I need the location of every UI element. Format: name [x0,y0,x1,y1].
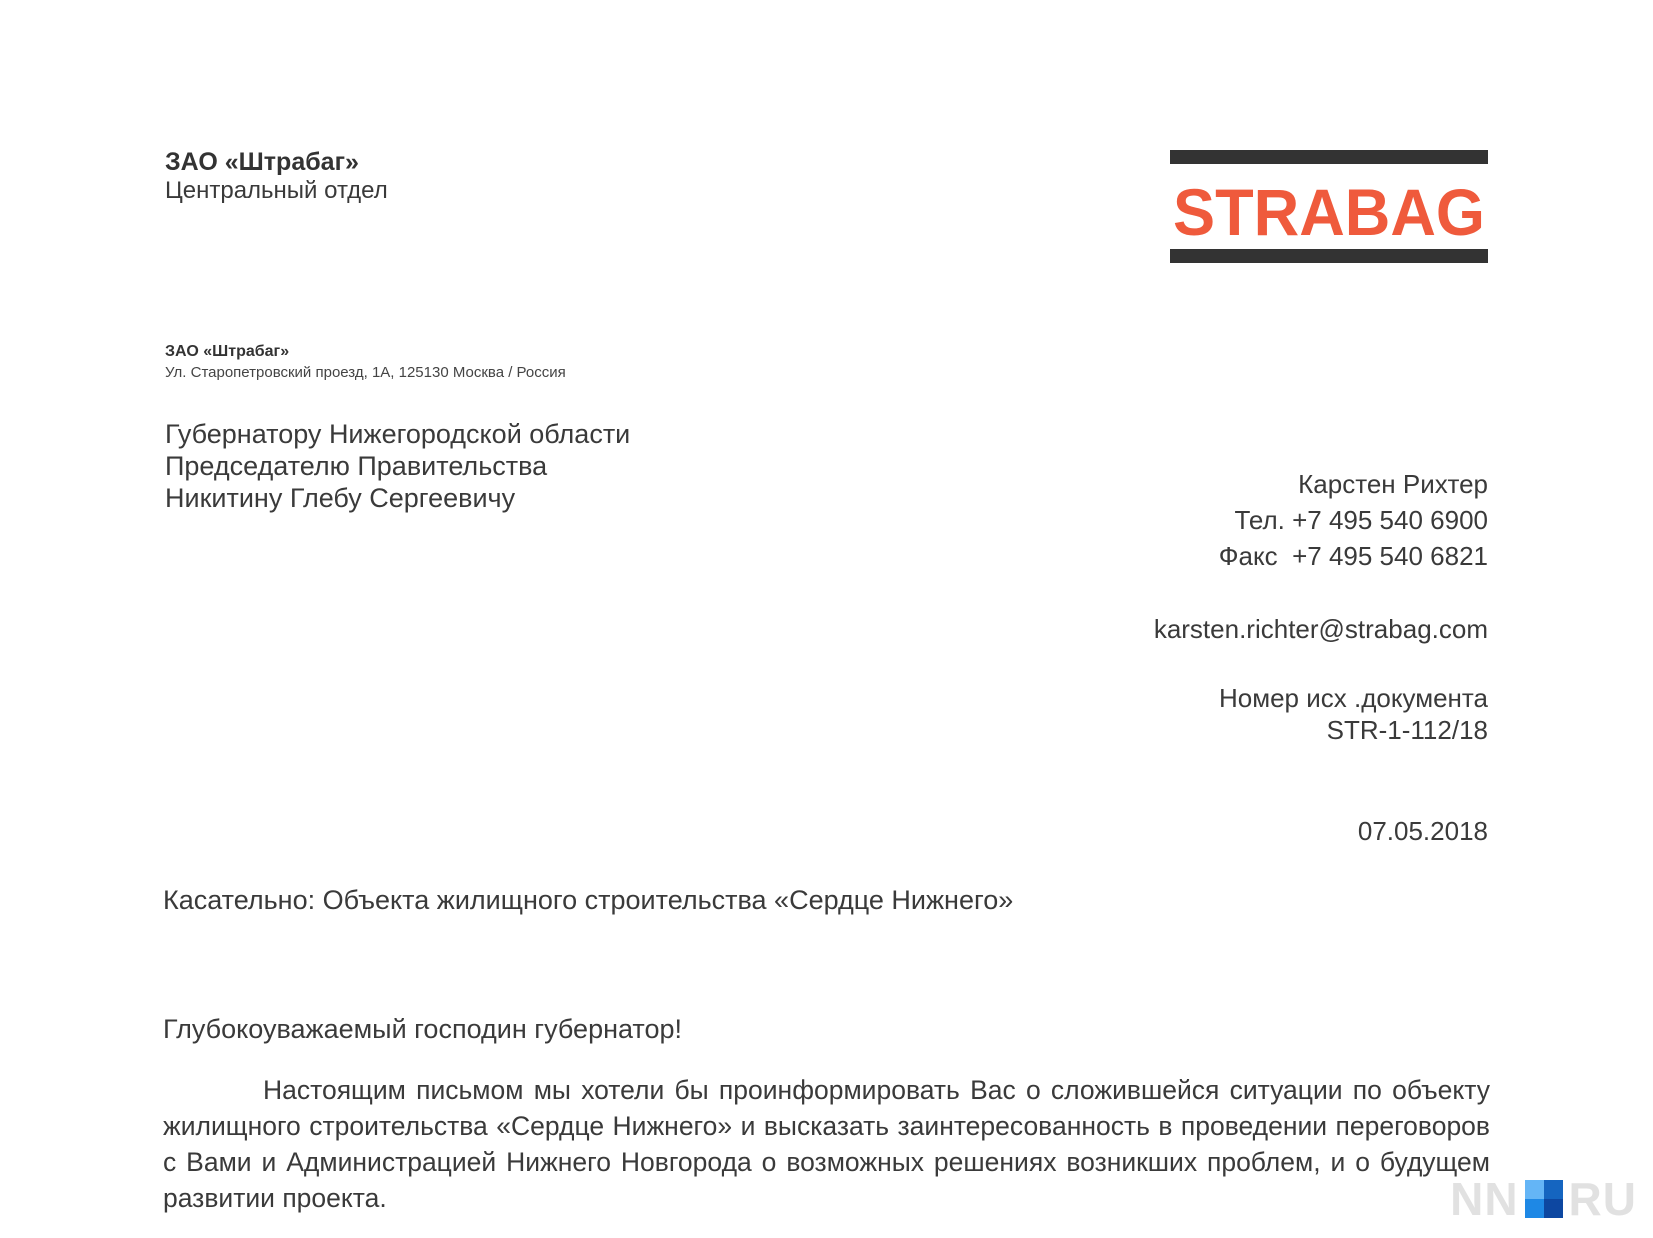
logo-wordmark: STRABAG [1173,175,1485,249]
company-department: Центральный отдел [165,177,388,204]
document-number: STR-1-112/18 [1326,715,1488,745]
logo-top-bar [1170,150,1488,164]
strabag-logo [1170,150,1488,263]
letter-greeting: Глубокоуважаемый господин губернатор! [163,1014,683,1044]
contact-email: karsten.richter@strabag.com [1153,614,1488,644]
letter-body: Настоящим письмом мы хотели бы проинформировать Вас о сложившейся ситуации по объекту жилищного строительства «Сердце Нижнего» и высказать заинтересованность в проведении переговоров с Вами и Администрацией Нижнего Новгорода о возможных решениях возникших проблем, и о будущем развитии проекта. [163,1075,1490,1213]
recipient-line: Председателю Правительства [165,451,548,481]
letter-date: 07.05.2018 [1357,816,1488,846]
watermark-square-icon [1525,1180,1563,1218]
document-number-label: Номер исх .документа [1218,683,1488,713]
contact-name: Карстен Рихтер [1298,469,1488,499]
logo-bottom-bar [1170,249,1488,263]
recipient-block [165,418,630,514]
contact-fax: Факс +7 495 540 6821 [1218,541,1488,571]
watermark-left-text: NN [1450,1173,1519,1225]
recipient-line: Губернатору Нижегородской области [165,419,631,449]
sender-name: ЗАО «Штрабаг» [165,343,290,360]
watermark-right-text: RU [1568,1173,1637,1225]
sender-address: Ул. Старопетровский проезд, 1А, 125130 Москва / Россия [165,364,566,381]
recipient-line: Никитину Глебу Сергеевичу [165,483,516,513]
contact-phone: Тел. +7 495 540 6900 [1234,505,1488,535]
letter-subject: Касательно: Объекта жилищного строительства «Сердце Нижнего» [163,885,1014,915]
company-name: ЗАО «Штрабаг» [165,148,359,176]
nn-ru-watermark [1450,1175,1637,1223]
